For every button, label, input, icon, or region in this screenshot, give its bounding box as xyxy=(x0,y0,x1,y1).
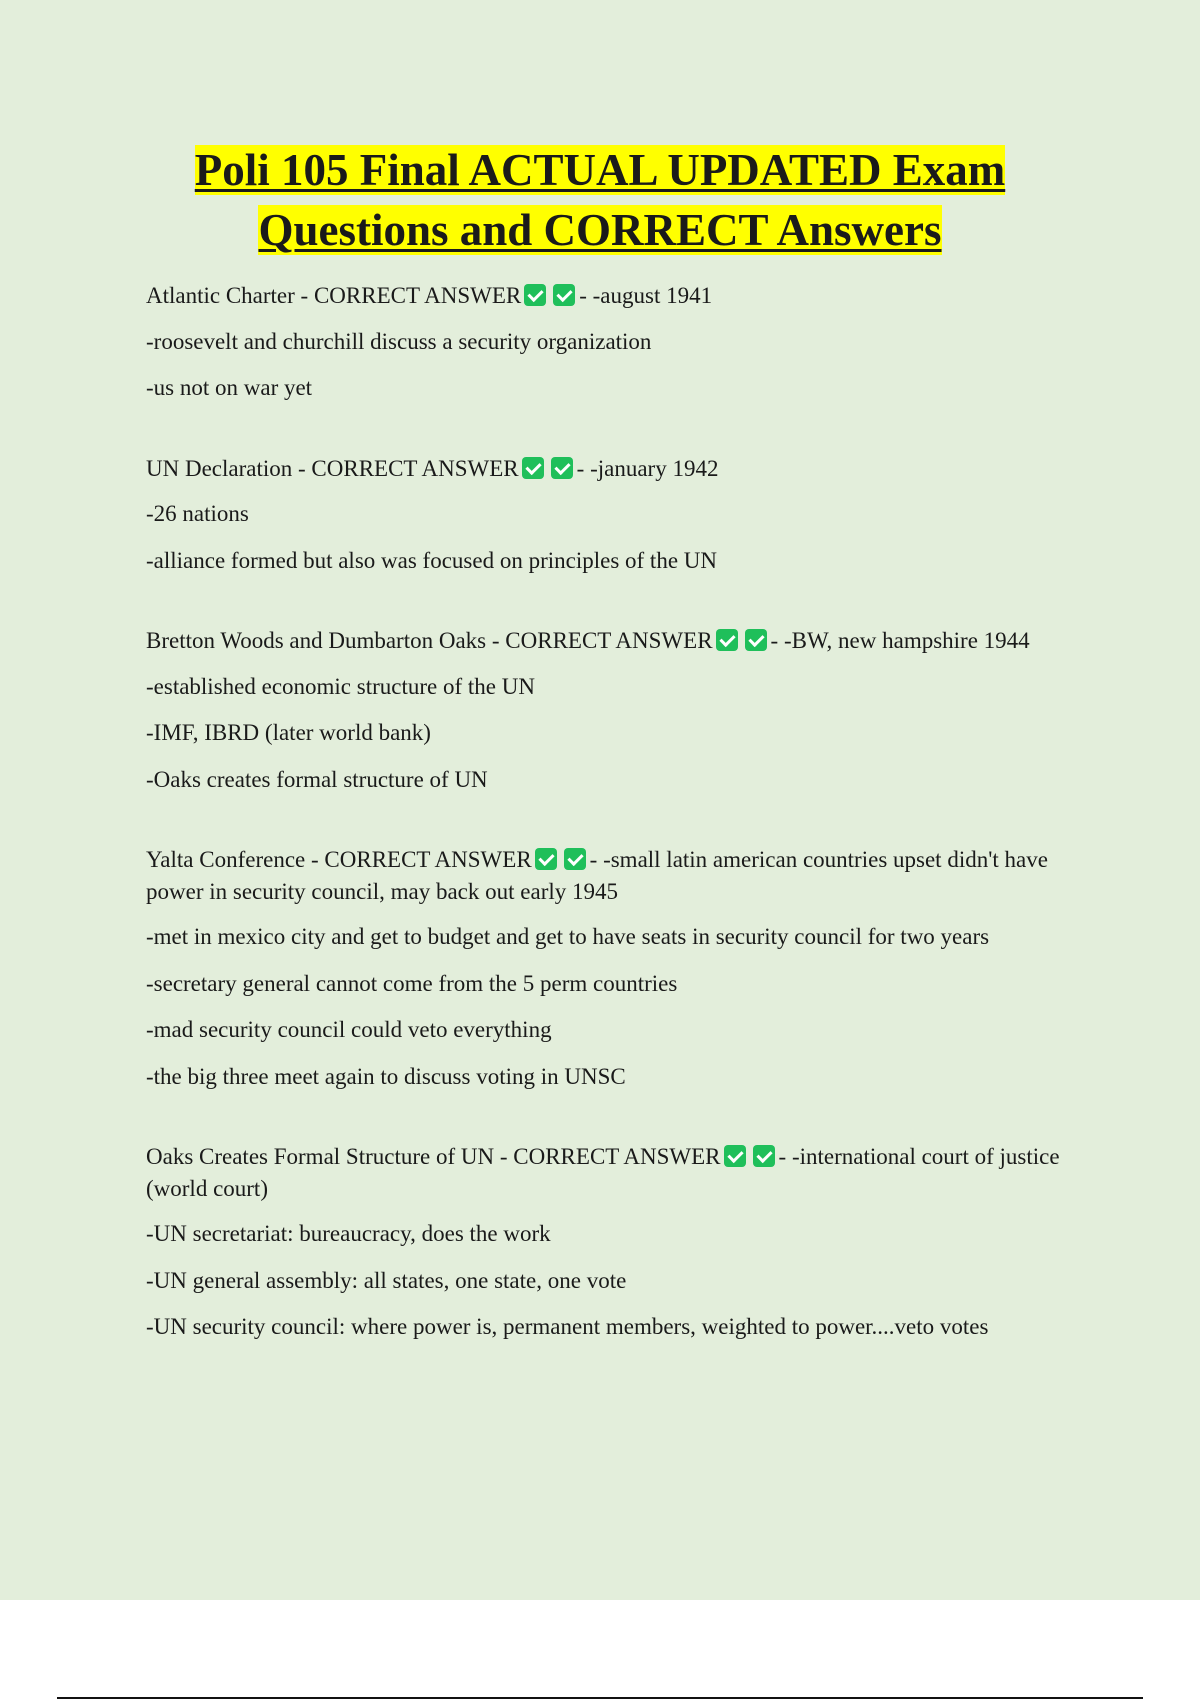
answer-line: -UN general assembly: all states, one state, one vote xyxy=(146,1267,627,1293)
qa-entry xyxy=(146,1141,1096,1343)
qa-entry xyxy=(146,280,1096,404)
qa-entry xyxy=(146,453,1096,577)
check-mark-icon xyxy=(553,284,575,306)
answer-line: -UN secretariat: bureaucracy, does the work xyxy=(146,1221,551,1246)
answer-line: -26 nations xyxy=(146,501,249,526)
term-label: Oaks Creates Formal Structure of UN - CORRECT ANSWER xyxy=(146,1144,721,1169)
answer-text: - -january 1942 xyxy=(576,455,719,481)
check-mark-icon xyxy=(716,629,738,651)
title-line-1: Poli 105 Final ACTUAL UPDATED Exam xyxy=(194,145,1006,195)
check-mark-icon xyxy=(522,457,544,479)
check-mark-icon xyxy=(724,1145,746,1167)
title-line-2: Questions and CORRECT Answers xyxy=(258,205,942,255)
term-label: Atlantic Charter - CORRECT ANSWER xyxy=(146,283,522,308)
answer-text: - -small latin american countries upset didn't have power in security council, may back out early 1945 xyxy=(146,847,1048,904)
answer-line: -met in mexico city and get to budget and get to have seats in security council for two years xyxy=(146,924,990,949)
check-mark-icon xyxy=(564,848,586,870)
term-label: Bretton Woods and Dumbarton Oaks - CORRECT ANSWER xyxy=(146,628,713,653)
document-title xyxy=(60,140,1140,260)
answer-text: - -BW, new hampshire 1944 xyxy=(770,628,1030,653)
check-mark-icon xyxy=(551,457,573,479)
check-mark-icon xyxy=(745,629,767,651)
qa-question xyxy=(146,625,1096,657)
answer-line: -mad security council could veto everything xyxy=(146,1017,552,1042)
qa-list xyxy=(146,280,1096,1343)
qa-entry xyxy=(146,625,1096,795)
answer-line: -the big three meet again to discuss voting in UNSC xyxy=(146,1063,626,1089)
term-label: Yalta Conference - CORRECT ANSWER xyxy=(146,847,532,872)
term-label: UN Declaration - CORRECT ANSWER xyxy=(146,455,519,481)
qa-entry xyxy=(146,844,1096,1092)
qa-question xyxy=(146,453,1096,485)
answer-line: -IMF, IBRD (later world bank) xyxy=(146,720,431,745)
answer-line: -Oaks creates formal structure of UN xyxy=(146,766,488,792)
answer-text: - -august 1941 xyxy=(579,283,713,308)
answer-line: -established economic structure of the UN xyxy=(146,673,535,699)
check-mark-icon xyxy=(524,284,546,306)
qa-question xyxy=(146,1141,1096,1204)
check-mark-icon xyxy=(535,848,557,870)
answer-line: -roosevelt and churchill discuss a security organization xyxy=(146,328,652,354)
qa-question xyxy=(146,844,1096,907)
answer-line: -us not on war yet xyxy=(146,375,313,400)
answer-text: - -international court of justice (world court) xyxy=(146,1144,1060,1201)
footer-divider xyxy=(57,1697,1143,1699)
answer-line: -UN security council: where power is, permanent members, weighted to power....veto votes xyxy=(146,1314,989,1339)
check-mark-icon xyxy=(753,1145,775,1167)
answer-line: -secretary general cannot come from the 5 perm countries xyxy=(146,970,678,996)
qa-question xyxy=(146,280,1096,312)
answer-line: -alliance formed but also was focused on principles of the UN xyxy=(146,547,717,573)
